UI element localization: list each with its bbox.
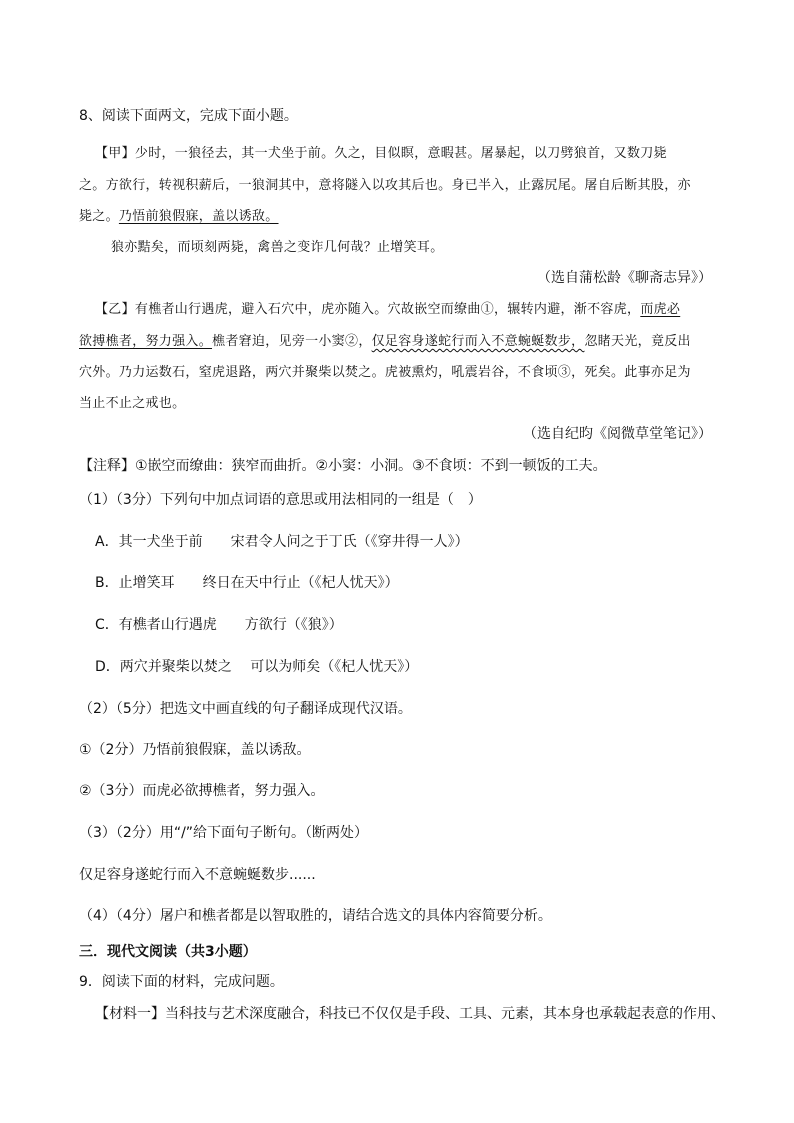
question-8-header: 8、阅读下面两文，完成下面小题。	[79, 108, 298, 124]
option-a	[95, 533, 469, 551]
option-b-text: 止增笑耳 终日在天中行止（《杞人忧天》）	[118, 575, 399, 591]
option-b-letter: B．	[95, 575, 119, 591]
text-jia-line-4: 狼亦黠矣，而顷刻两毙，禽兽之变诈几何哉？止增笑耳。	[111, 240, 444, 255]
annotation-note: 【注释】①嵌空而缭曲：狭窄而曲折。②小窦：小洞。③不食顷：不到一顿饭的工夫。	[79, 458, 607, 474]
text-yi-line-1	[95, 301, 680, 319]
text-yi-line-4: 当止不止之戒也。	[79, 396, 186, 411]
sub-question-2-stem: （2）（5分）把选文中画直线的句子翻译成现代汉语。	[79, 701, 412, 717]
text-jia-line-2: 之。方欲行，转视积薪后，一狼洞其中，意将隧入以攻其后也。身已半入，止露尻尾。屠自后断其股，亦	[79, 178, 691, 193]
sub-question-4-stem: （4）（4分）屠户和樵者都是以智取胜的，请结合选文的具体内容简要分析。	[79, 908, 552, 924]
option-d-letter: D．	[95, 659, 120, 675]
sub-question-2-item-2: ②（3分）而虎必欲搏樵者，努力强入。	[79, 783, 325, 799]
wavy-underlined-sentence: 仅足容身遂蛇行而入不意蜿蜒数步，	[371, 334, 585, 349]
text-jia-line-3-start: 毙之。	[79, 209, 119, 224]
text-yi-line-1-start: 【乙】有樵者山行遇虎，避入石穴中，虎亦随入。穴故嵌空而缭曲①，辗转内避，渐不容虎，	[95, 302, 641, 317]
source-yi: （选自纪昀《阅微草堂笔记》）	[523, 426, 712, 442]
text-yi-line-2-middle: 樵者窘迫，见旁一小窦②，	[212, 334, 372, 349]
option-b	[95, 574, 399, 592]
underlined-sentence-1: 乃悟前狼假寐，盖以诱敌。	[118, 209, 279, 224]
underlined-sentence-2-end: 欲搏樵者，努力强入。	[79, 334, 213, 349]
material-1-line-1: 【材料一】当科技与艺术深度融合，科技已不仅仅是手段、工具、元素，其本身也承载起表意的作用、	[95, 1006, 725, 1022]
sub-question-1-stem: （1）（3分）下列句中加点词语的意思或用法相同的一组是（ ）	[79, 492, 482, 508]
text-yi-line-2	[79, 333, 691, 351]
option-c	[95, 616, 343, 634]
sub-question-2-item-1: ①（2分）乃悟前狼假寐，盖以诱敌。	[79, 742, 311, 758]
text-yi-line-2-end: 忽睹天光，竟反出	[584, 334, 691, 349]
option-a-letter: A．	[95, 534, 119, 550]
option-d-text: 两穴并聚柴以焚之 可以为师矣（《杞人忧天》）	[119, 659, 419, 675]
section-3-title: 三．现代文阅读（共3小题）	[79, 944, 257, 960]
source-jia: （选自蒲松龄《聊斋志异》）	[537, 270, 712, 286]
option-c-letter: C．	[95, 617, 119, 633]
text-jia-line-3	[79, 208, 279, 226]
option-c-text: 有樵者山行遇虎 方欲行（《狼》）	[118, 617, 343, 633]
option-a-text: 其一犬坐于前 宋君令人问之于丁氏（《穿井得一人》）	[118, 534, 469, 550]
sub-question-3-stem: （3）（2分）用“/”给下面句子断句。（断两处）	[79, 825, 369, 841]
underlined-sentence-2-start: 而虎必	[640, 302, 681, 317]
text-yi-line-3: 穴外。乃力运数石，窒虎退路，两穴并聚柴以焚之。虎被熏灼，吼震岩谷，不食顷③，死矣。此事亦足为	[79, 365, 691, 380]
text-jia-line-1: 【甲】少时，一狼径去，其一犬坐于前。久之，目似瞑，意暇甚。屠暴起，以刀劈狼首，又数刀毙	[95, 146, 667, 161]
sub-question-3-sentence: 仅足容身遂蛇行而入不意蜿蜒数步......	[79, 867, 316, 883]
option-d	[95, 658, 418, 676]
question-9-header: 9．阅读下面的材料，完成问题。	[79, 974, 284, 990]
